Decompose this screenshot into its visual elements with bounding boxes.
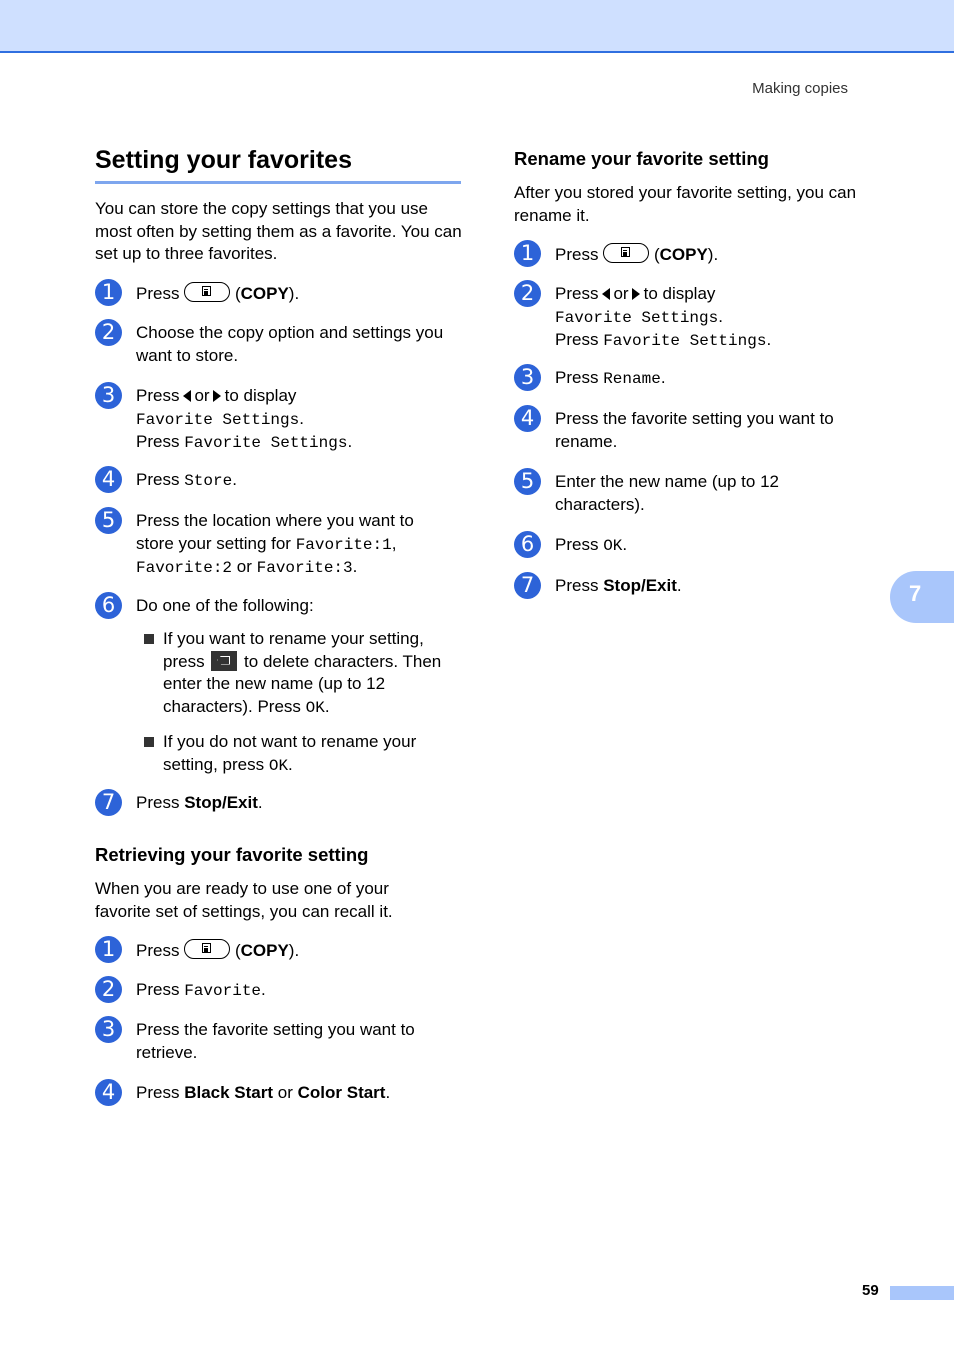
chapter-tab: 7 <box>890 571 954 623</box>
step-number: 7 <box>95 789 122 816</box>
running-header: Making copies <box>752 80 848 97</box>
bullet-square-icon <box>144 634 154 644</box>
step-6: 6 Do one of the following: If you want to rename your setting, press to delete characters. Then enter the new name (up to 12 characters). Press OK. If you do not want to rename your setting, press OK. <box>95 592 463 782</box>
title-rule <box>95 181 461 184</box>
retrieve-heading: Retrieving your favorite setting <box>95 844 369 865</box>
step-number: 1 <box>95 279 122 306</box>
page-number: 59 <box>862 1282 879 1299</box>
step-number: 7 <box>514 572 541 599</box>
bullet-square-icon <box>144 737 154 747</box>
step-number: 2 <box>514 280 541 307</box>
step-number: 3 <box>95 1016 122 1043</box>
step-number: 3 <box>95 382 122 409</box>
step-number: 1 <box>514 240 541 267</box>
step-number: 2 <box>95 976 122 1003</box>
step-number: 5 <box>95 507 122 534</box>
retrieve-intro: When you are ready to use one of your favorite set of settings, you can recall it. <box>95 879 393 921</box>
step-number: 6 <box>95 592 122 619</box>
step-number: 4 <box>95 466 122 493</box>
step-number: 4 <box>95 1079 122 1106</box>
backspace-key-icon <box>211 651 237 671</box>
left-arrow-icon <box>602 288 610 300</box>
step-number: 2 <box>95 319 122 346</box>
page-title: Setting your favorites <box>95 146 352 174</box>
copy-key-icon <box>603 243 649 263</box>
copy-key-icon <box>184 939 230 959</box>
right-arrow-icon <box>213 390 221 402</box>
rename-intro: After you stored your favorite setting, you can rename it. <box>514 183 857 225</box>
copy-key-icon <box>184 282 230 302</box>
top-band <box>0 0 954 53</box>
left-arrow-icon <box>183 390 191 402</box>
page-number-bar <box>890 1286 954 1300</box>
right-arrow-icon <box>632 288 640 300</box>
step-number: 6 <box>514 531 541 558</box>
step-number: 3 <box>514 364 541 391</box>
rename-heading: Rename your favorite setting <box>514 148 769 169</box>
step-number: 5 <box>514 468 541 495</box>
step-number: 1 <box>95 936 122 963</box>
step-number: 4 <box>514 405 541 432</box>
intro-paragraph: You can store the copy settings that you use most often by setting them as a favorite. You can set up to three favorites. <box>95 199 462 263</box>
